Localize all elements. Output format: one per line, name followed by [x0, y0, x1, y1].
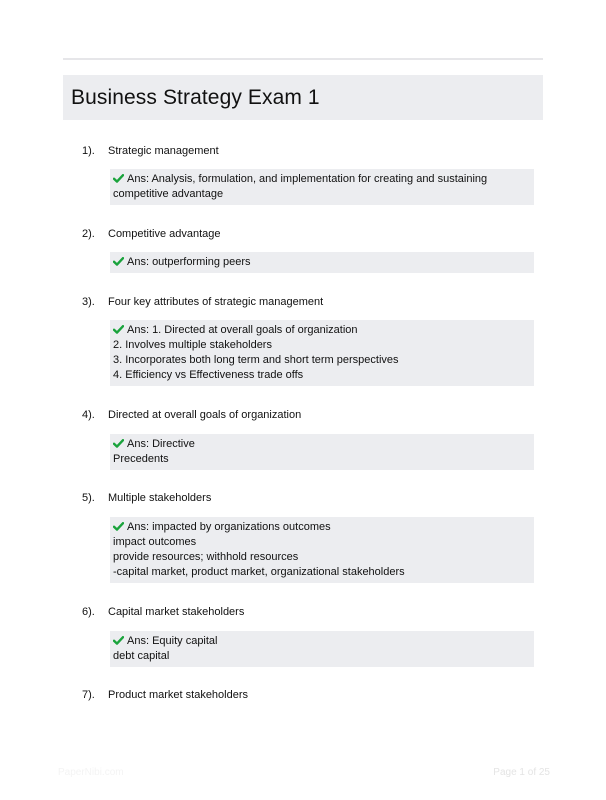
document-title: Business Strategy Exam 1: [71, 85, 320, 109]
answer-line: Ans: 1. Directed at overall goals of organization: [127, 324, 358, 336]
question-text: Four key attributes of strategic management: [108, 296, 324, 308]
question-number: 3).: [82, 296, 95, 308]
check-icon: [113, 257, 124, 266]
answer-box: [110, 320, 534, 386]
answer-line: -capital market, product market, organizational stakeholders: [113, 566, 405, 578]
answer-line: 4. Efficiency vs Effectiveness trade offs: [113, 369, 304, 381]
check-icon: [113, 636, 124, 645]
answer-line: Precedents: [113, 453, 169, 465]
check-icon: [113, 522, 124, 531]
question-text: Product market stakeholders: [108, 689, 249, 701]
top-divider: [63, 58, 543, 60]
answer-line: debt capital: [113, 650, 170, 662]
footer-page-number: Page 1 of 25: [493, 767, 550, 778]
check-icon: [113, 325, 124, 334]
check-icon: [113, 174, 124, 183]
answer-line: Ans: Equity capital: [127, 635, 218, 647]
answer-box: [110, 169, 534, 205]
check-icon: [113, 439, 124, 448]
answer-line: 2. Involves multiple stakeholders: [113, 339, 272, 351]
question-text: Multiple stakeholders: [108, 492, 212, 504]
question-number: 2).: [82, 228, 95, 240]
answer-box: [110, 631, 534, 667]
answer-box: [110, 434, 534, 470]
answer-box: [110, 252, 534, 273]
answer-line: Ans: Analysis, formulation, and implementation for creating and sustaining: [127, 173, 488, 185]
question-number: 6).: [82, 606, 95, 618]
answer-line: Ans: impacted by organizations outcomes: [127, 521, 331, 533]
question-text: Directed at overall goals of organization: [108, 409, 302, 421]
answer-line: Ans: outperforming peers: [127, 256, 251, 268]
title-bar: [63, 75, 543, 120]
question-number: 5).: [82, 492, 95, 504]
answer-line: impact outcomes: [113, 536, 197, 548]
question-number: 4).: [82, 409, 95, 421]
question-text: Competitive advantage: [108, 228, 221, 240]
footer-site: PaperNibi.com: [58, 767, 124, 778]
answer-line: Ans: Directive: [127, 438, 195, 450]
question-text: Strategic management: [108, 145, 219, 157]
question-text: Capital market stakeholders: [108, 606, 245, 618]
question-number: 1).: [82, 145, 95, 157]
question-number: 7).: [82, 689, 95, 701]
answer-line: provide resources; withhold resources: [113, 551, 299, 563]
answer-box: [110, 517, 534, 583]
answer-line: 3. Incorporates both long term and short term perspectives: [113, 354, 399, 366]
answer-line: competitive advantage: [113, 188, 224, 200]
